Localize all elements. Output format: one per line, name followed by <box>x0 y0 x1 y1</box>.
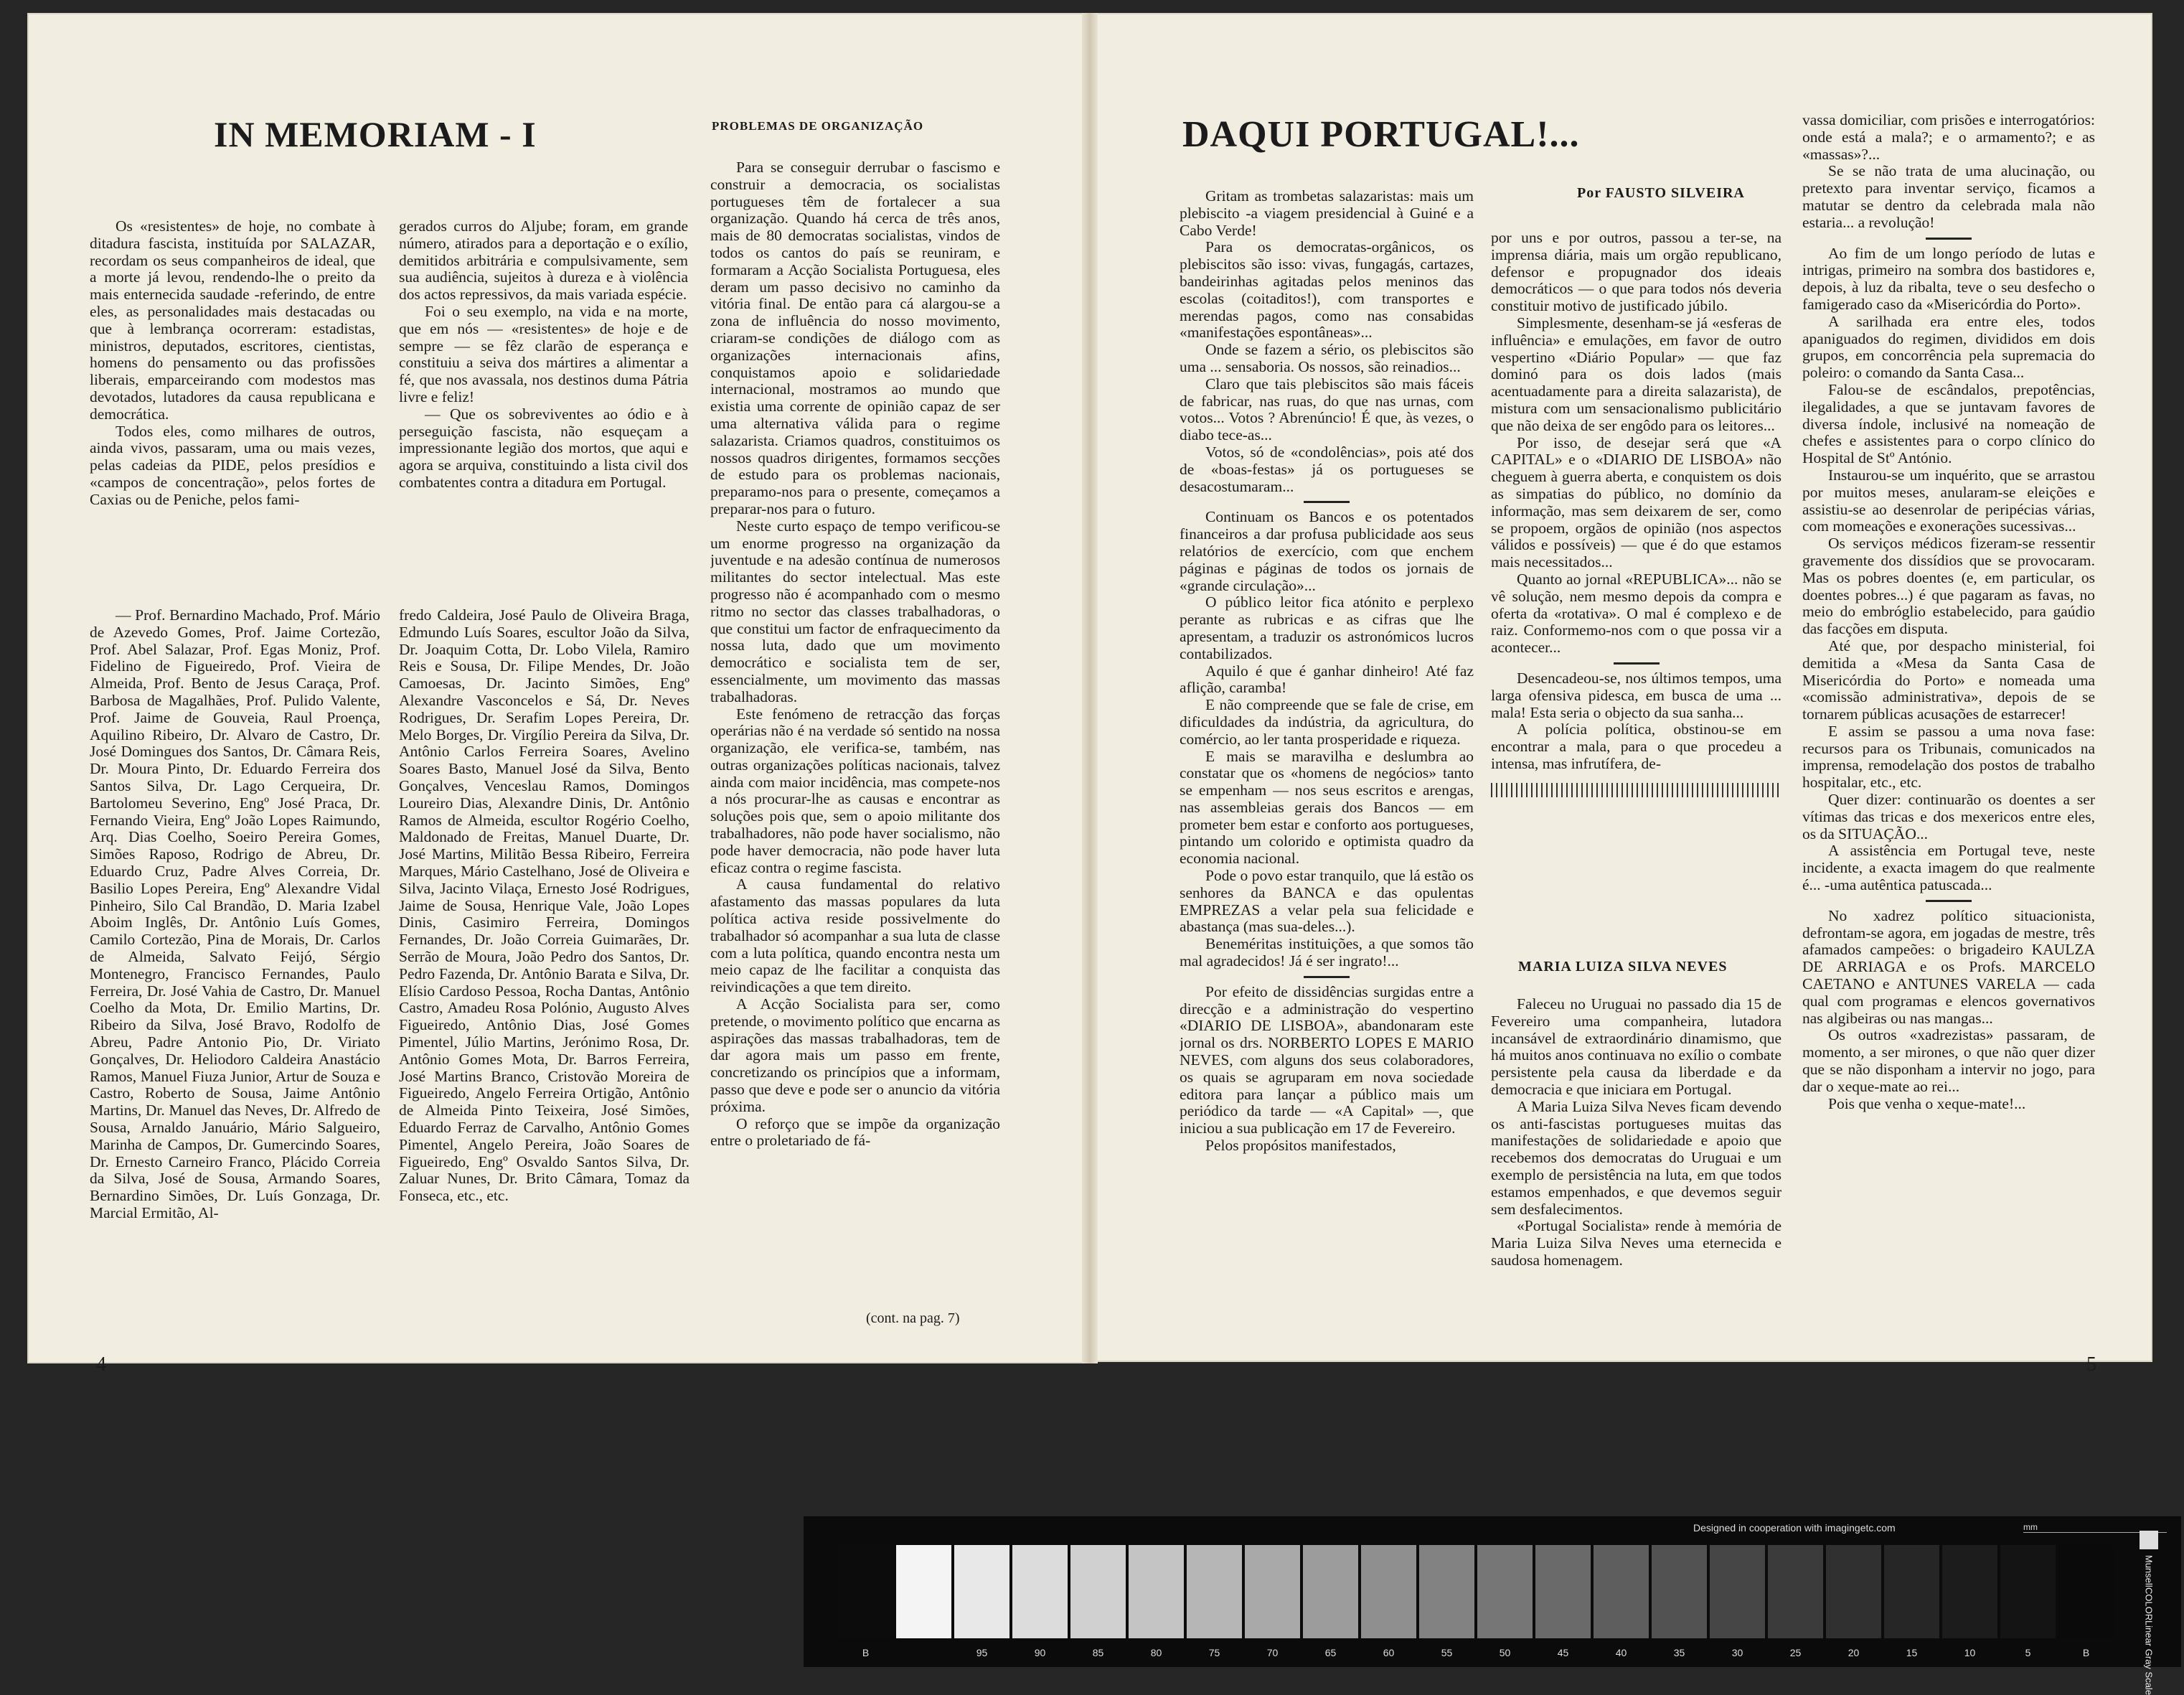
section-separator <box>1926 900 1972 902</box>
gray-patch-label: 85 <box>1092 1647 1104 1658</box>
intro-paragraph: Todos eles, como milhares de outros, ainda vivos, passaram, uma ou mais vezes, pelas cadeias da PIDE, pelos presídios e «campos de concentração», pelos fortes de Caxias ou de Peniche, pelos fami- <box>90 422 375 508</box>
gray-patch <box>1477 1545 1533 1658</box>
memorial-list-col1 <box>90 607 380 1325</box>
article-paragraph: Por efeito de dissidências surgidas entre a direcção e a administração do vespertino «DIARIO DE LISBOA», abandonaram este jornal os drs. NORBERTO LOPES E MARIO NEVES, com alguns dos seus colaboradores, os quais se agruparam em nova sociedade editora para lançar a público mais um periódico da tarde — «A Capital» —, que iniciou a sua publicação em 17 de Fevereiro. <box>1180 982 1474 1137</box>
article-paragraph: O público leitor fica atónito e perplexo perante as rubricas e as cifras que lhe apresentam, a traduzir os astronómicos lucros contabilizados. <box>1180 593 1474 662</box>
article-paragraph: A assistência em Portugal teve, neste incidente, a exacta imagem do que realmente é... -uma autêntica patuscada... <box>1802 842 2095 894</box>
gray-patch <box>1303 1545 1358 1658</box>
article-paragraph: Este fenómeno de retracção das forças operárias não é na verdade só sentido na nossa organização, ele verifica-se, também, nas outras organizações políticas nacionais, talvez ainda com maior incidência, mas compete-nos a nós procurar-lhe as causas e encontrar as soluções pois que, sem o apoio militante dos trabalhadores, não pode haver socialismo, não pode haver democracia, não pode haver luta eficaz contra o regime fascista. <box>710 705 1000 876</box>
article-paragraph: E assim se passou a uma nova fase: recursos para os Tribunais, comunicados na imprensa, remodelação dos postos de trabalho hospitalar, etc., etc. <box>1802 722 2095 792</box>
article-paragraph: Faleceu no Uruguai no passado dia 15 de Fevereiro uma companheira, lutadora incansável de extraordinário dinamismo, que há muitos anos continuava no exílio o combate persistente pela causa da liberdade e da democracia e que iniciara em Portugal. <box>1491 996 1781 1098</box>
article-paragraph: A causa fundamental do relativo afastamento das massas populares da luta política activa reside possivelmente do trabalhador só acompanhar a sua luta de classe com a luta política, quando encontra nesta um meio capaz de lhe facilitar a conquista das reivindicações a que tem direito. <box>710 875 1000 996</box>
continued-note: (cont. na pag. 7) <box>866 1310 960 1326</box>
in-memoriam-intro-col1 <box>90 218 375 555</box>
gray-patch-label: 65 <box>1324 1647 1337 1658</box>
daqui-col3 <box>1802 112 2095 1332</box>
scale-caption: Designed in cooperation with imagingetc.com <box>1693 1522 1896 1534</box>
section-separator <box>1926 238 1972 240</box>
gray-patch-label: 75 <box>1208 1647 1220 1658</box>
gray-patch <box>1594 1545 1649 1658</box>
article-paragraph: vassa domiciliar, com prisões e interrogatórios: onde está a mala?; e o armamento?; e as «massas»?... <box>1802 112 2095 163</box>
gray-patch <box>1070 1545 1126 1658</box>
article-paragraph: Simplesmente, desenham-se já «esferas de influência» e emulações, em favor de outro vespertino «Diário Popular» — que faz dominó para os dois lados (mais acentuadamente para a direita salazarista), de mistura com um sensacionalismo publicitário que não deixa de ser engôdo para os leitores... <box>1491 314 1781 434</box>
munsell-logo-icon <box>2140 1531 2158 1549</box>
gray-patches <box>838 1545 2117 1658</box>
obituary-article <box>1491 996 1781 1333</box>
article-paragraph: E mais se maravilha e deslumbra ao constatar que os «homens de negócios» tanto se empenham — nos seus escritos e arengas, nas assembleias gerais dos Bancos — em prometer bem estar e conforto aos portugueses, pintando um colorido e optimista quadro da economia nacional. <box>1180 747 1474 868</box>
gray-patch <box>1012 1545 1068 1658</box>
scale-mm-ruler: mm <box>2023 1522 2167 1533</box>
article-paragraph: por uns e por outros, passou a ter-se, na imprensa diária, mais um orgão republicano, defensor e propugnador dos ideais democráticos — o que para todos nós deveria constituir motivo de justificado júbilo. <box>1491 230 1781 315</box>
section-separator <box>1614 662 1660 665</box>
byline: Por FAUSTO SILVEIRA <box>1577 185 1745 201</box>
article-paragraph: A Acção Socialista para ser, como pretende, o movimento político que encarna as aspirações das massas trabalhadoras, tem de dar agora mais um passo em frente, concretizando os princípios que a informam, passo que deve e pode ser o anuncio da vitória próxima. <box>710 995 1000 1115</box>
ornamental-rule <box>1491 783 1781 797</box>
brand-block <box>2124 1531 2174 1695</box>
article-paragraph: Até que, por despacho ministerial, foi demitida a «Mesa da Santa Casa de Misericórdia do Porto» e nomeada uma «comissão administrativa», depois de se tornarem públicas acusações de estarrecer! <box>1802 637 2095 723</box>
gray-patch <box>1768 1545 1823 1658</box>
gray-patch-label: 90 <box>1034 1647 1046 1658</box>
article-paragraph: Gritam as trombetas salazaristas: mais um plebiscito -a viagem presidencial à Guiné e a Cabo Verde! <box>1180 188 1474 239</box>
article-paragraph: Os serviços médicos fizeram-se ressentir gravemente dos dissídios que se provocaram. Mas os pobres doentes (e, em particular, os doentes pobres...) é que pagaram as favas, no meio do embróglio estabelecido, para gaúdio das facções em disputa. <box>1802 535 2095 638</box>
article-paragraph: Para os democratas-orgânicos, os plebiscitos são isso: vivas, fungagás, cartazes, bandeirinhas agitadas pelos meninos das escolas (coitaditos!), com transportes e merendas pagos, como nas consabidas «manifestações espontâneas»... <box>1180 238 1474 342</box>
article-paragraph: A sarilhada era entre eles, todos apaniguados do regimen, divididos em dois grupos, em concorrência pela supremacia do poleiro: o comando da Santa Casa... <box>1802 312 2095 382</box>
article-paragraph: Falou-se de escândalos, prepotências, ilegalidades, a que se juntavam favores de diversa índole, inclusivé na nomeação de chefes e assistentes para o corpo clínico do Hospital de Stº António. <box>1802 380 2095 467</box>
gray-patch <box>954 1545 1009 1658</box>
article-paragraph: Se se não trata de uma alucinação, ou pretexto para inventar serviço, ficamos a matutar se dentro da celebrada mala não estaria... a revolução! <box>1802 162 2095 231</box>
article-paragraph: Neste curto espaço de tempo verificou-se um enorme progresso na organização da juventude e na adesão contínua de numerosos militantes do sector intelectual. Mas este progresso não é acompanhado com o mesmo ritmo no sector das classes trabalhadoras, o que constitui um factor de enfraquecimento da nossa luta, dado que um movimento democrático e socialista tem de ser, essencialmente, um movimento das massas trabalhadoras. <box>710 517 1000 705</box>
gray-patch <box>1361 1545 1416 1658</box>
organizacao-article <box>710 159 1000 1293</box>
gray-patch-label: 15 <box>1906 1647 1918 1658</box>
gray-patch-label: 50 <box>1499 1647 1511 1658</box>
gray-patch-label: B <box>862 1647 870 1658</box>
in-memoriam-intro-col2 <box>399 218 688 555</box>
in-memoriam-title: IN MEMORIAM - I <box>214 114 537 154</box>
gray-patch <box>1826 1545 1881 1658</box>
article-paragraph: Por isso, de desejar será que «A CAPITAL» e o «DIARIO DE LISBOA» não cheguem à guerra aberta, e conquistem os dois as simpatias do público, no domínio da informação, mas sem deixarem de ser, como se propoem, orgãos de opinião (nos aspectos válidos e possíveis) — que é do que estamos mais necessitados... <box>1491 433 1781 571</box>
gray-patch <box>1245 1545 1300 1658</box>
obituary-title: MARIA LUIZA SILVA NEVES <box>1518 959 1728 975</box>
gray-patch-label: 5 <box>2025 1647 2031 1658</box>
gray-patch <box>1419 1545 1474 1658</box>
gray-patch <box>1129 1545 1184 1658</box>
gray-patch-label: 35 <box>1673 1647 1685 1658</box>
memorial-names: fredo Caldeira, José Paulo de Oliveira Braga, Edmundo Luís Soares, escultor João da Silva, Dr. Joaquim Cotta, Dr. Lobo Vilela, Ramiro Reis e Sousa, Dr. Filipe Mendes, Dr. João Camoesas, Dr. Jacinto Simões, Engº Alexandre Vasconcelos e Sá, Dr. Neves Rodrigues, Dr. Serafim Lopes Pereira, Dr. Melo Borges, Dr. Virgílio Pereira da Silva, Dr. Antônio Carlos Ferreira Soares, Avelino Soares Basto, Manuel José da Silva, Bento Gonçalves, Venceslau Ramos, Domingos Loureiro Dias, Alexandre Dinis, Dr. Antônio Ramos de Almeida, escultor Rogério Coelho, Maldonado de Freitas, Manuel Duarte, Dr. José Martins, Militão Bessa Ribeiro, Ferreira Marques, Mário Castelhano, José de Oliveira e Silva, Jacinto Vilaça, Ernesto José Rodrigues, Jaime de Sousa, Henrique Vale, João Lopes Dinis, Casimiro Ferreira, Domingos Fernandes, Dr. João Correia Guimarães, Dr. Serrão de Moura, João Pedro dos Santos, Dr. Pedro Fazenda, Dr. Antônio Barata e Silva, Dr. Elísio Cardoso Pessoa, Rocha Dantas, Antônio Castro, Amadeu Rosa Polónio, Augusto Alves Figueiredo, Antônio Dias, José Gomes Pimentel, Júlio Martins, Jerónimo Rosa, Dr. Antônio Gomes Mota, Dr. Barros Ferreira, José Martins Branco, Cristovão Moreira de Figueiredo, Angelo Ferreira Ortigão, Antônio de Almeida Pinto Teixeira, José Simões, Eduardo Ferraz de Carvalho, Antônio Gomes Pimentel, Angelo Pereira, João Soares de Figueiredo, Engº Osvaldo Santos Silva, Dr. Zaluar Nunes, Dr. Brito Câmara, Tomaz da Fonseca, etc., etc. <box>399 607 689 1205</box>
article-paragraph: Desencadeou-se, nos últimos tempos, uma larga ofensiva pidesca, em busca de uma ... mala! Esta seria o objecto da sua sanha... <box>1491 669 1781 721</box>
brand-name: Munsell <box>2143 1555 2155 1587</box>
page-number-left: 4 <box>96 1353 106 1376</box>
article-paragraph: Os outros «xadrezistas» passaram, de momento, a ser mirones, o que não quer dizer que se não disponham a intervir no jogo, para dar o xeque-mate ao rei... <box>1802 1026 2095 1095</box>
gray-patch <box>1884 1545 1939 1658</box>
gray-patch <box>1942 1545 1997 1658</box>
gray-patch-label: 40 <box>1615 1647 1627 1658</box>
gray-scale-target <box>804 1516 2181 1695</box>
gray-patch-label: 30 <box>1731 1647 1743 1658</box>
gray-patch <box>1652 1545 1707 1658</box>
article-paragraph: Para se conseguir derrubar o fascismo e construir a democracia, os socialistas portugueses têm de fortalecer a sua organização. Quando há cerca de três anos, mais de 80 democratas socialistas, vindos de todos os cantos do país se reuniram, e formaram a Acção Socialista Portuguesa, eles deram um passo decisivo no caminho da vitória final. De então para cá alargou-se a zona de influência do nosso movimento, criaram-se condições de diálogo com as organizações internacionais afins, conquistamos apoio e solidariedade internacional, mostramos ao mundo que existia uma corrente de opinião capaz de ser uma alternativa válida para o regime salazarista. Criamos quadros, constituimos os nossos quadros dirigentes, formamos secções de estudo para os problemas nacionais, preparamo-nos para o presente, começamos a preparar-nos para o futuro. <box>710 159 1000 517</box>
brand-sub: COLOR <box>2143 1587 2155 1621</box>
article-paragraph: Pois que venha o xeque-mate!... <box>1828 1094 2026 1112</box>
section-separator <box>1304 501 1350 503</box>
article-paragraph: O reforço que se impõe da organização entre o proletariado de fá- <box>710 1114 1000 1150</box>
gray-patch <box>1187 1545 1242 1658</box>
gray-patch-label: 25 <box>1789 1647 1802 1658</box>
article-paragraph: Pode o povo estar tranquilo, que lá estão os senhores da BANCA e das opulentas EMPREZAS a velar pela sua felicidade e abastança (mas sua-deles...). <box>1180 867 1474 936</box>
article-paragraph: «Portugal Socialista» rende à memória de Maria Luiza Silva Neves uma eternecida e saudosa homenagem. <box>1491 1217 1781 1269</box>
intro-paragraph: gerados curros do Aljube; foram, em grande número, atirados para a deportação e o exílio, demitidos arbitrária e compulsivamente, sem sua audiência, sujeitos à dureza e à violência dos actos repressivos, da mais variada espécie. <box>399 218 688 304</box>
gray-patch <box>2000 1545 2056 1658</box>
page-number-right: 5 <box>2086 1353 2096 1376</box>
gray-patch <box>1710 1545 1765 1658</box>
gray-patch-label: 80 <box>1150 1647 1162 1658</box>
organizacao-title: PROBLEMAS DE ORGANIZAÇÃO <box>712 119 924 133</box>
intro-paragraph: — Que os sobreviventes ao ódio e à perseguição fascista, não esqueçam a impressionante legião dos mortos, que aqui e agora se arquiva, constituindo a lista civil dos combatentes contra a ditadura em Portugal. <box>399 405 688 491</box>
gray-patch-label: 10 <box>1964 1647 1976 1658</box>
article-paragraph: Pelos propósitos manifestados, <box>1205 1137 1396 1155</box>
intro-paragraph: Foi o seu exemplo, na vida e na morte, que em nós — «resistentes» de hoje e de sempre — se fêz clarão de esperança e constituiu a seiva dos mártires a alimentar a fé, que nos avassala, nos destinos duma Pátria livre e feliz! <box>399 302 688 405</box>
memorial-names: — Prof. Bernardino Machado, Prof. Mário de Azevedo Gomes, Prof. Jaime Cortezão, Prof. Abel Salazar, Prof. Egas Moniz, Prof. Fidelino de Figueiredo, Prof. Vieira de Almeida, Prof. Bento de Jesus Caraça, Prof. Barbosa de Magalhães, Prof. Pulido Valente, Prof. Jaime de Gouveia, Raul Proença, Aquilino Ribeiro, Dr. Alvaro de Castro, Dr. José Domingues dos Santos, Dr. Câmara Reis, Dr. Moura Pinto, Dr. Eduardo Ferreira dos Santos Silva, Dr. Lago Cerqueira, Dr. Bartolomeu Severino, Engº José Praca, Dr. Fernando Vieira, Engº João Lopes Raimundo, Arq. Dias Coelho, Soeiro Pereira Gomes, Simões Raposo, Rodrigo de Abreu, Dr. Eduardo Cruz, Padre Alves Correia, Dr. Basilio Lopes Pereira, Engº Alexandre Vidal Pinheiro, Silo Cal Brandão, D. Maria Izabel Aboim Inglês, Dr. Antônio Luís Gomes, Camilo Cortezão, Pina de Morais, Dr. Carlos de Almeida, Salvato Feijó, Sérgio Montenegro, Francisco Fernandes, Paulo Ferreira, Dr. José Vahia de Castro, Dr. Manuel Coelho da Mota, Dr. Emilio Martins, Dr. Ribeiro da Silva, José Bravo, Rodolfo de Abreu, Padre Antonio Pio, Dr. Viriato Gonçalves, Dr. Heliodoro Caldeira Anastácio Ramos, Manuel Fiuza Junior, Artur de Souza e Castro, Roberto de Sousa, Jaime Antônio Martins, Dr. Manuel das Neves, Dr. Alfredo de Sousa, Arnaldo Januário, Mário Salgueiro, Marinha de Campos, Dr. Gumercindo Soares, Dr. Ernesto Carneiro Franco, Plácido Correia da Silva, José de Sousa, Armando Soares, Bernardino Simões, Dr. Luís Gonzaga, Dr. Marcial Ermitão, Al- <box>90 607 380 1221</box>
page-gutter <box>1082 13 1098 1363</box>
article-paragraph: E não compreende que se fale de crise, em dificuldades da indústria, da agricultura, do comércio, ao ler tanta prosperidade e riqueza. <box>1180 696 1474 748</box>
article-paragraph: Aquilo é que é ganhar dinheiro! Até faz aflição, caramba! <box>1180 662 1474 697</box>
gray-patch-label: 45 <box>1557 1647 1569 1658</box>
article-paragraph: Instaurou-se um inquérito, que se arrastou por muitos meses, anularam-se eleições e assistiu-se ao desenrolar de peripécias várias, com momeações e exonerações sucessivas... <box>1802 466 2095 535</box>
gray-patch <box>838 1545 893 1658</box>
gray-patch-label: 20 <box>1848 1647 1860 1658</box>
article-paragraph: Quanto ao jornal «REPUBLICA»... não se vê solução, nem mesmo depois da compra e oferta da «rotativa». O mal é complexo e de raiz. Conformemo-nos com o que possa vir a acontecer... <box>1491 570 1781 657</box>
article-paragraph: Quer dizer: continuarão os doentes a ser vítimas das tricas e dos mexericos entre eles, os da SITUAÇÃO... <box>1802 791 2095 842</box>
gray-patch-label: 55 <box>1441 1647 1453 1658</box>
gray-patch-label: 95 <box>976 1647 988 1658</box>
gray-patch <box>896 1545 951 1638</box>
article-paragraph: Votos, só de «condolências», pois até dos de «boas-festas» já os portugueses se desacostumaram... <box>1180 443 1474 495</box>
gray-patch <box>2058 1545 2114 1658</box>
article-paragraph: No xadrez político situacionista, defrontam-se agora, em jogadas de mestre, três afamados campeões: o brigadeiro KAULZA DE ARRIAGA e os Profs. MARCELO CAETANO e ANTUNES VARELA — cada qual com programas e elencos governativos nas algibeiras ou nas mangas... <box>1802 906 2095 1027</box>
article-paragraph: A Maria Luiza Silva Neves ficam devendo os anti-fascistas portugueses muitas das manifestações de solidariedade e apoio que recebemos dos democratas do Uruguai e um exemplo de persistência na luta, em que todos estamos empenhados, e que devemos seguir sem desfalecimentos. <box>1491 1097 1781 1218</box>
daqui-col1 <box>1180 188 1474 1329</box>
article-paragraph: Claro que tais plebiscitos são mais fáceis de fabricar, nas ruas, do que nas urnas, com votos... Votos ? Abrenúncio! É que, às vezes, o diabo tece-as... <box>1180 375 1474 444</box>
article-paragraph: Continuam os Bancos e os potentados financeiros a dar profusa publicidade aos seus relatórios de exercício, com que enchem páginas e páginas de todos os jornais de «grande circulação»... <box>1180 508 1474 594</box>
article-paragraph: A polícia política, obstinou-se em encontrar a mala, para o que procedeu a intensa, mas infrutífera, de- <box>1491 720 1781 772</box>
daqui-portugal-title: DAQUI PORTUGAL!... <box>1182 114 1580 155</box>
memorial-list-col2 <box>399 607 689 1325</box>
gray-patch-label: B <box>2082 1647 2090 1658</box>
gray-patch <box>1535 1545 1591 1658</box>
gray-patch-label: 60 <box>1383 1647 1395 1658</box>
product-name: Linear Gray Scale <box>2143 1620 2155 1695</box>
daqui-col2 <box>1491 230 1781 890</box>
article-paragraph: Onde se fazem a sério, os plebiscitos são uma ... sensaboria. Os nossos, são reinadios... <box>1180 341 1474 375</box>
article-paragraph: Beneméritas instituições, a que somos tão mal agradecidos! Já é ser ingrato!... <box>1180 935 1474 970</box>
intro-paragraph: Os «resistentes» de hoje, no combate à ditadura fascista, instituída por SALAZAR, recordam os seus companheiros de ideal, que a morte já levou, rendendo-lhe o preito da mais enternecida saudade -referindo, de entre eles, as personalidades mais destacadas ou que à lembrança ocorreram: estadistas, ministros, deputados, escritores, cientistas, homens do pensamento ou das profissões liberais, emparceirando com modestos mas devotados, lutadores da causa republicana e democrática. <box>90 218 375 423</box>
gray-patch-label: 70 <box>1266 1647 1279 1658</box>
section-separator <box>1304 976 1350 978</box>
article-paragraph: Ao fim de um longo período de lutas e intrigas, primeiro na sombra dos bastidores e, depois, à luz da ribalta, teve o seu desfecho o famigerado caso da «Misericórdia do Porto». <box>1802 244 2095 313</box>
